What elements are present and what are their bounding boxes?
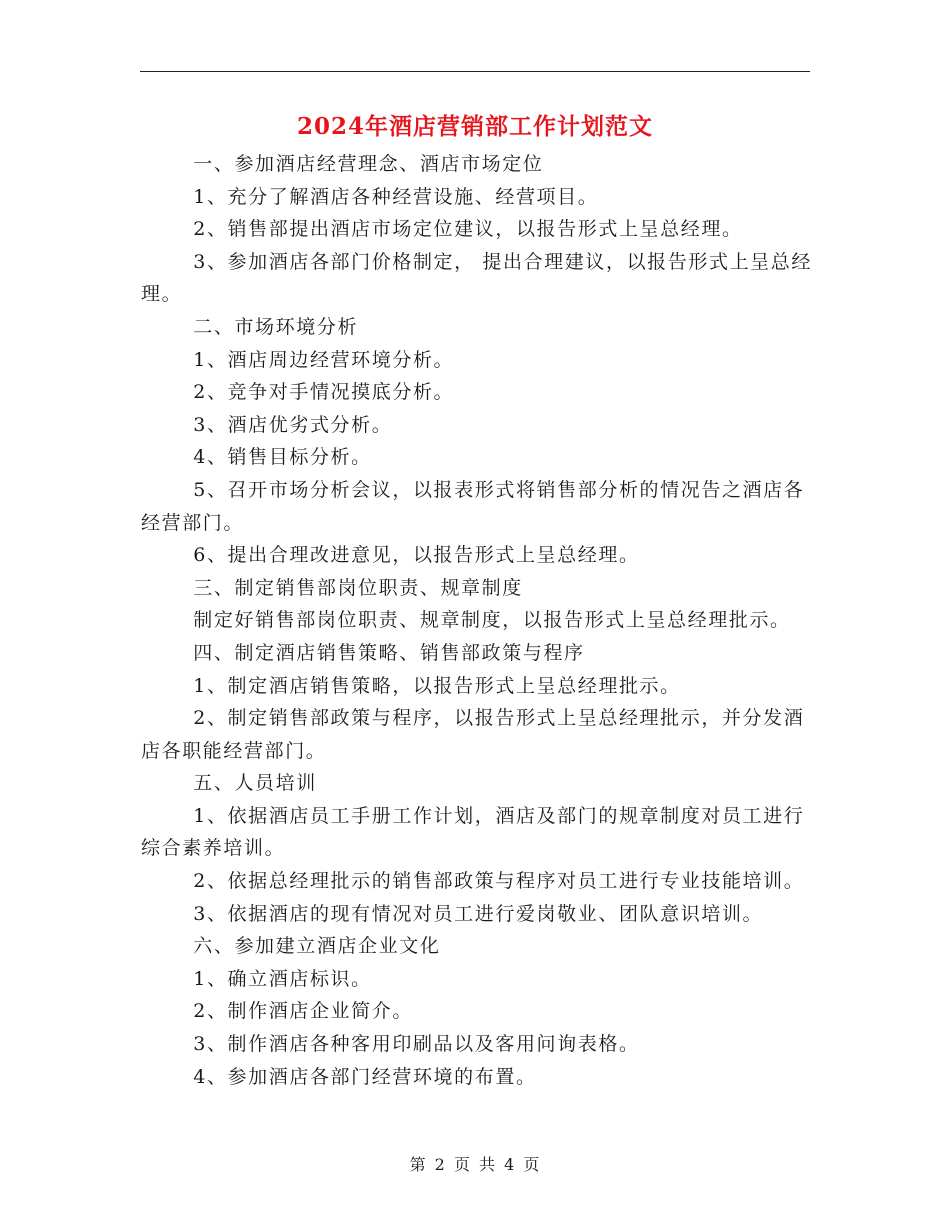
list-item: 1、制定酒店销售策略，以报告形式上呈总经理批示。 — [193, 674, 681, 697]
section-heading-3: 三、制定销售部岗位职责、规章制度 — [193, 576, 523, 599]
list-item: 1、确立酒店标识。 — [193, 967, 372, 990]
list-item: 6、提出合理改进意见，以报告形式上呈总经理。 — [193, 544, 640, 567]
list-item: 2、制作酒店企业简介。 — [193, 1000, 413, 1023]
section-heading-1: 一、参加酒店经营理念、酒店市场定位 — [193, 153, 544, 175]
page-number: 第 2 页 共 4 页 — [409, 1155, 541, 1174]
list-item: 3、制作酒店各种客用印刷品以及客用问询表格。 — [193, 1033, 640, 1056]
document-title: 2024年酒店营销部工作计划范文 — [296, 113, 653, 140]
list-item: 2、制定销售部政策与程序，以报告形式上呈总经理批示，并分发酒店各职能经营部门。 — [141, 707, 805, 762]
list-item: 3、参加酒店各部门价格制定， 提出合理建议，以报告形式上呈总经理。 — [141, 250, 812, 306]
document-body — [141, 148, 813, 1093]
body-paragraph: 制定好销售部岗位职责、规章制度，以报告形式上呈总经理批示。 — [193, 609, 791, 632]
header-rule — [140, 71, 810, 72]
list-item: 5、召开市场分析会议，以报表形式将销售部分析的情况告之酒店各经营部门。 — [141, 478, 805, 534]
section-heading-4: 四、制定酒店销售策略、销售部政策与程序 — [193, 641, 585, 664]
list-item: 4、销售目标分析。 — [193, 446, 372, 469]
list-item: 1、充分了解酒店各种经营设施、经营项目。 — [193, 185, 599, 208]
list-item: 2、依据总经理批示的销售部政策与程序对员工进行专业技能培训。 — [193, 870, 805, 893]
section-heading-6: 六、参加建立酒店企业文化 — [193, 935, 441, 958]
list-item: 2、销售部提出酒店市场定位建议，以报告形式上呈总经理。 — [193, 218, 743, 241]
list-item: 2、竞争对手情况摸底分析。 — [193, 381, 455, 404]
list-item: 1、酒店周边经营环境分析。 — [193, 348, 455, 371]
list-item: 4、参加酒店各部门经营环境的布置。 — [193, 1065, 537, 1088]
list-item: 3、酒店优劣式分析。 — [193, 413, 393, 436]
section-heading-2: 二、市场环境分析 — [193, 315, 359, 338]
list-item: 1、依据酒店员工手册工作计划，酒店及部门的规章制度对员工进行综合素养培训。 — [141, 804, 805, 860]
list-item: 3、依据酒店的现有情况对员工进行爱岗敬业、团队意识培训。 — [193, 902, 764, 925]
section-heading-5: 五、人员培训 — [193, 772, 317, 795]
